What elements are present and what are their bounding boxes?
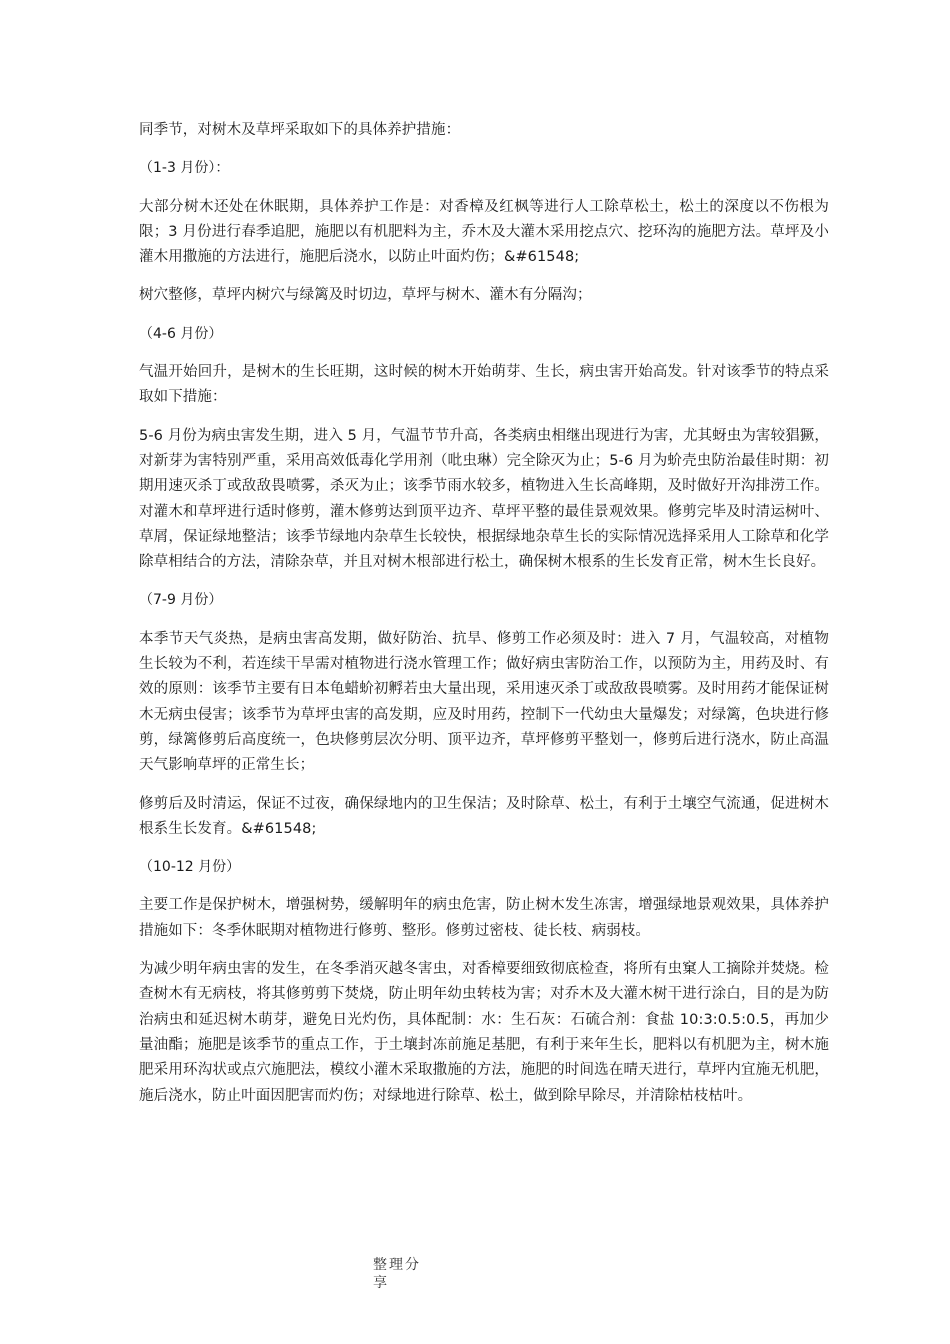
paragraph-may-jun-pests: 5-6 月份为病虫害发生期，进入 5 月，气温节节升高，各类病虫相继出现进行为害，尤其蚜虫为害较猖獗，对新芽为害特别严重，采用高效低毒化学用剂（吡虫琳）完全除灭为止；5-6 月为蚧壳虫防治最佳时期：初期用速灭杀丁或敌敌畏喷雾，杀灭为止；该季节雨水较多，植物进入生长高峰期，及时做好开沟排涝工作。对灌木和草坪进行适时修剪，灌木修剪达到顶平边齐、草坪平整的最佳景观效果。修剪完毕及时清运树叶、草屑，保证绿地整洁；该季节绿地内杂草生长较快，根据绿地杂草生长的实际情况选择采用人工除草和化学除草相结合的方法，清除杂草，并且对树木根部进行松土，确保树木根系的生长发育正常，树木生长良好。 [139,427,829,571]
intro-paragraph: 同季节，对树木及草坪采取如下的具体养护措施： [139,122,461,138]
paragraph-jul-sep-care: 本季节天气炎热，是病虫害高发期，做好防治、抗旱、修剪工作必须及时：进入 7 月，气温较高，对植物生长较为不利，若连续干旱需对植物进行浇水管理工作；做好病虫害防治工作，以预防为主，用药及时、有效的原则：该季节主要有日本龟蜡蚧初孵若虫大量出现，采用速灭杀丁或敌敌畏喷雾。及时用药才能保证树木无病虫侵害；该季节为草坪虫害的高发期，应及时用药，控制下一代幼虫大量爆发；对绿篱，色块进行修剪，绿篱修剪后高度统一，色块修剪层次分明、顶平边齐，草坪修剪平整划一，修剪后进行浇水，防止高温天气影响草坪的正常生长； [139,630,829,774]
section-heading-apr-jun: （4-6 月份） [139,325,223,342]
section-heading-jul-sep: （7-9 月份） [139,592,223,609]
document-body [139,118,829,1122]
paragraph-post-pruning-cleanup: 修剪后及时清运，保证不过夜，确保绿地内的卫生保洁；及时除草、松土，有利于土壤空气流通，促进树木根系生长发育。&#61548; [139,795,829,837]
paragraph-oct-dec-intro: 主要工作是保护树木，增强树势，缓解明年的病虫危害，防止树木发生冻害，增强绿地景观效果，具体养护措施如下：冬季休眠期对植物进行修剪、整形。修剪过密枝、徒长枝、病弱枝。 [139,897,829,939]
paragraph-apr-jun-intro: 气温开始回升，是树木的生长旺期，这时候的树木开始萌芽、生长，病虫害开始高发。针对该季节的特点采取如下措施： [139,364,829,406]
section-heading-oct-dec: （10-12 月份） [139,859,241,876]
paragraph-winter-pest-fertilizing: 为减少明年病虫害的发生，在冬季消灭越冬害虫，对香樟要细致彻底检查，将所有虫窠人工摘除并焚烧。检查树木有无病枝，将其修剪剪下焚烧，防止明年幼虫转枝为害；对乔木及大灌木树干进行涂白，目的是为防治病虫和延迟树木萌芽，避免日光灼伤，具体配制：水：生石灰：石硫合剂：食盐 10:3:0.5:0.5，再加少量油酯；施肥是该季节的重点工作，于土壤封冻前施足基肥，有利于来年生长，肥料以有机肥为主，树木施肥采用环沟状或点穴施肥法，模纹小灌木采取撒施的方法，施肥的时间选在晴天进行，草坪内宜施无机肥，施后浇水，防止叶面因肥害而灼伤；对绿地进行除草、松土，做到除早除尽，并清除枯枝枯叶。 [139,961,829,1104]
section-heading-jan-mar: （1-3 月份）： [139,160,230,177]
paragraph-jan-mar-care: 大部分树木还处在休眠期，具体养护工作是：对香樟及红枫等进行人工除草松土，松土的深度以不伤根为限；3 月份进行春季追肥，施肥以有机肥料为主，乔木及大灌木采用挖点穴、挖环沟的施肥方法。草坪及小灌木用撒施的方法进行，施肥后浇水，以防止叶面灼伤；&#61548; [139,198,829,266]
page-footer: 整理分享 [373,1257,421,1291]
paragraph-tree-pit-trimming: 树穴整修，草坪内树穴与绿篱及时切边，草坪与树木、灌木有分隔沟； [139,287,592,304]
